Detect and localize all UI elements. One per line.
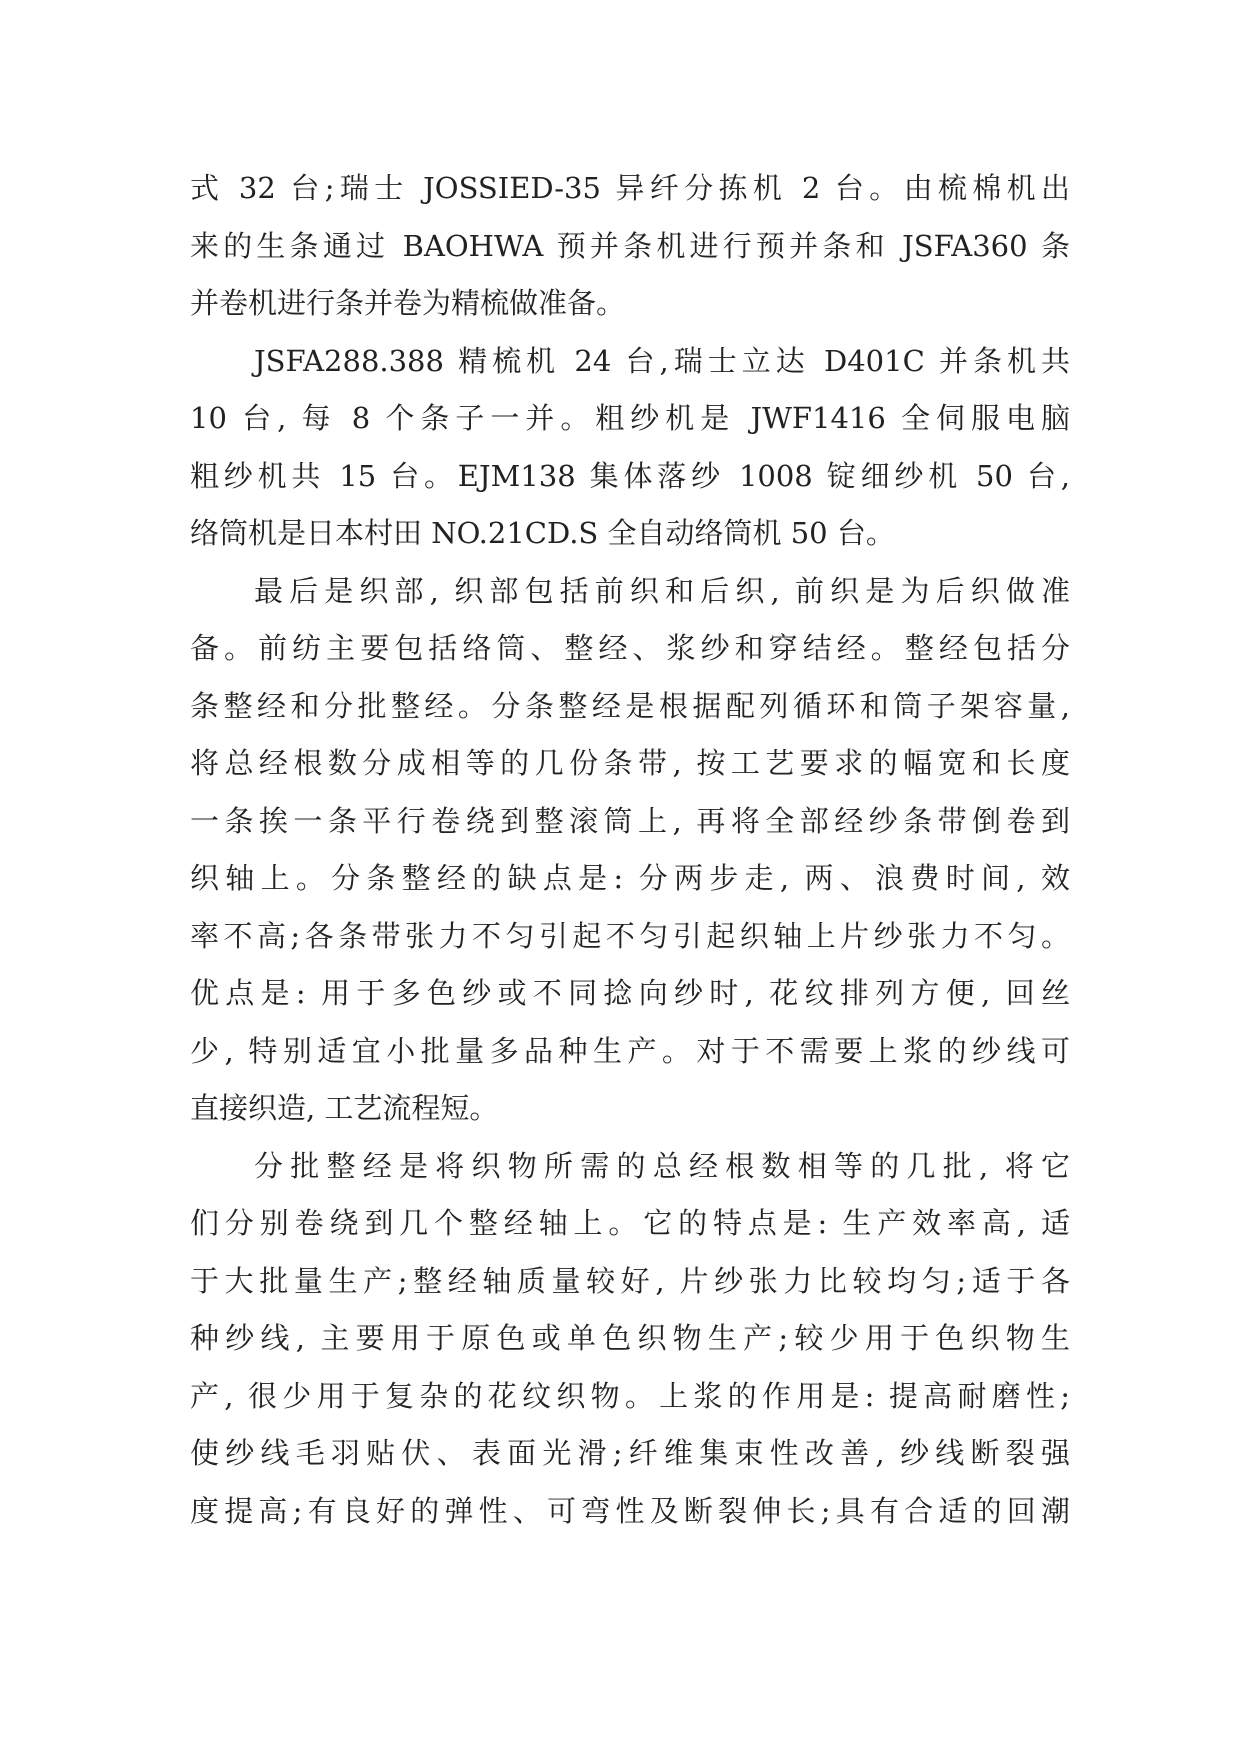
text-line: 种纱线, 主要用于原色或单色织物生产;较少用于色织物生	[190, 1321, 1070, 1355]
text-line: 粗纱机共 15 台。EJM138 集体落纱 1008 锭细纱机 50 台,	[190, 458, 1070, 493]
text-line: 一条挨一条平行卷绕到整滚筒上, 再将全部经纱条带倒卷到	[190, 803, 1070, 838]
text-line: 最后是织部, 织部包括前织和后织, 前织是为后织做准	[254, 573, 1070, 608]
text-line: 们分别卷绕到几个整经轴上。它的特点是: 生产效率高, 适	[190, 1206, 1070, 1240]
text-line: JSFA288.388 精梳机 24 台,瑞士立达 D401C 并条机共	[254, 343, 1070, 378]
text-line: 织轴上。分条整经的缺点是: 分两步走, 两、浪费时间, 效	[190, 861, 1070, 895]
text-line: 分批整经是将织物所需的总经根数相等的几批, 将它	[254, 1148, 1071, 1183]
text-line: 络筒机是日本村田 NO.21CD.S 全自动络筒机 50 台。	[190, 516, 895, 550]
text-line: 于大批量生产;整经轴质量较好, 片纱张力比较均匀;适于各	[190, 1263, 1070, 1298]
text-line: 条整经和分批整经。分条整经是根据配列循环和筒子架容量,	[190, 688, 1070, 723]
body-text	[190, 160, 1070, 1540]
text-line: 直接织造, 工艺流程短。	[190, 1091, 499, 1125]
text-line: 式 32 台;瑞士 JOSSIED-35 异纤分拣机 2 台。由梳棉机出	[190, 171, 1070, 205]
text-line: 将总经根数分成相等的几份条带, 按工艺要求的幅宽和长度	[190, 746, 1070, 780]
text-line: 优点是: 用于多色纱或不同捻向纱时, 花纹排列方便, 回丝	[190, 976, 1070, 1010]
text-line: 使纱线毛羽贴伏、表面光滑;纤维集束性改善, 纱线断裂强	[190, 1436, 1070, 1470]
text-line: 率不高;各条带张力不匀引起不匀引起织轴上片纱张力不匀。	[190, 918, 1070, 953]
text-line: 备。前纺主要包括络筒、整经、浆纱和穿结经。整经包括分	[190, 631, 1070, 665]
text-line: 并卷机进行条并卷为精梳做准备。	[190, 286, 626, 320]
text-line: 少, 特别适宜小批量多品种生产。对于不需要上浆的纱线可	[190, 1033, 1070, 1068]
text-line: 10 台, 每 8 个条子一并。粗纱机是 JWF1416 全伺服电脑	[190, 401, 1070, 435]
text-line: 来的生条通过 BAOHWA 预并条机进行预并条和 JSFA360 条	[190, 228, 1070, 263]
text-line: 度提高;有良好的弹性、可弯性及断裂伸长;具有合适的回潮	[190, 1493, 1070, 1528]
text-line: 产, 很少用于复杂的花纹织物。上浆的作用是: 提高耐磨性;	[190, 1378, 1070, 1413]
